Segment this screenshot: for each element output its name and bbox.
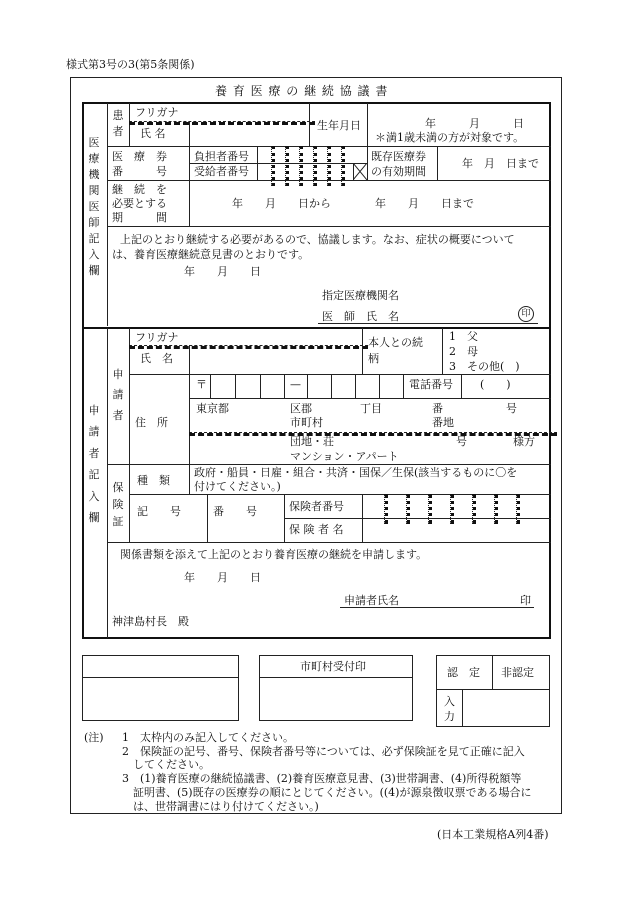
mayor-addressee: 神津島村長 殿 [112,615,189,628]
insurance-kind-text-2: 付けてください。) [194,480,281,493]
period-label-2: 必要とする [112,197,167,210]
notes-heading: (注) [84,731,104,744]
approve-label: 認 定 [447,666,480,679]
existing-ticket-label-1: 既存医療券 [371,150,426,163]
insurance-kind-label: 種 類 [137,474,170,487]
disapprove-label: 非認定 [501,666,534,679]
note-3b: 証明書、(5)既存の医療券の順にとじてください。((4)が源泉徴収票である場合に [133,786,532,799]
insurance-label: 保険証 [112,481,124,529]
form-number: 様式第3号の3(第5条関係) [66,58,195,71]
note-1: 1 太枠内のみ記入してください。 [122,731,294,744]
note-2b: してください。 [133,758,210,771]
phone-value: ( ) [480,378,511,391]
phone-label: 電話番号 [409,378,453,391]
doctor-section-side-label: 医療機関医師記入欄 [88,136,100,277]
applicant-section-side-label: 申請者記入欄 [88,404,100,525]
period-from: 年 月 日から [232,197,331,210]
crossed-cell-icon [353,163,367,180]
relation-option-father: 1 父 [449,330,478,343]
note-3a: 3 (1)養育医療の継続協議書、(2)養育医療意見書、(3)世帯調書、(4)所得税額等 [122,772,522,785]
address-banchi: 番地 [432,416,454,429]
existing-ticket-until: 年 月 日まで [462,157,539,170]
address-samakata: 様方 [513,435,535,448]
applicant-name-label: 氏 名 [140,352,173,365]
note-2a: 2 保険証の記号、番号、保険者番号等については、必ず保険証を見て正確に記入 [122,745,525,758]
recipient-number-label: 受給者番号 [194,165,249,178]
existing-ticket-label-2: の有効期間 [371,165,426,178]
address-chome: 丁目 [360,402,382,415]
patient-label: 患者 [112,109,124,138]
address-ward: 区郡 [290,402,312,415]
address-city: 市町村 [290,416,323,429]
input-label-1: 入 [444,695,455,708]
doctor-statement-1: 上記のとおり継続する必要があるので、協議します。なお、症状の概要について [120,233,515,246]
postal-mark: 〒 [196,378,207,391]
address-go-2: 号 [456,435,467,448]
relation-label-2: 柄 [368,352,379,365]
insurance-number-label: 番 号 [213,505,257,518]
relation-label-1: 本人との続 [368,336,423,349]
doctor-seal-mark: 印 [518,306,534,322]
institution-label: 指定医療機関名 [322,289,399,302]
relation-option-mother: 2 母 [449,345,478,358]
period-to: 年 月 日まで [375,197,474,210]
insurer-name-label: 保 険 者 名 [289,523,344,536]
address-mansion: マンション・アパート [290,450,399,463]
insurance-symbol-label: 記 号 [137,505,181,518]
address-prefecture: 東京都 [196,402,229,415]
ticket-label-2: 番 号 [112,165,167,178]
address-go: 号 [506,402,517,415]
insurer-number-label: 保険者番号 [289,500,344,513]
address-ban: 番 [432,402,443,415]
office-box-left [82,655,239,721]
payer-number-label: 負担者番号 [194,150,249,163]
page-title: 養 育 医 療 の 継 続 協 議 書 [215,84,389,98]
input-label-2: 力 [444,710,455,723]
dob-date: 年 月 日 [425,117,524,130]
receipt-stamp-label: 市町村受付印 [300,660,366,673]
doctor-date: 年 月 日 [184,265,261,278]
period-label-3: 期 間 [112,211,167,224]
patient-name-label: 氏 名 [140,127,166,140]
dob-label: 生年月日 [317,119,361,132]
application-date: 年 月 日 [184,571,261,584]
address-danchi: 団地・荘 [290,435,334,448]
doctor-statement-2: は、養育医療継続意見書のとおりです。 [112,248,310,261]
ticket-label-1: 医 療 券 [112,150,167,163]
insurance-kind-text-1: 政府・船員・日雇・組合・共済・国保／生保(該当するものに〇を [194,466,518,479]
doctor-name-label: 医 師 氏 名 [322,310,399,323]
applicant-signature-label: 申請者氏名 [344,594,399,607]
paper-standard: (日本工業規格A列4番) [437,828,549,841]
applicant-group-label: 申請者 [112,368,124,422]
relation-option-other: 3 その他( ) [449,360,520,373]
applicant-seal-mark: 印 [520,594,531,607]
application-statement: 関係書類を添えて上記のとおり養育医療の継続を申請します。 [120,548,428,561]
furigana-label: フリガナ [135,106,179,119]
period-label-1: 継 続 を [112,183,167,196]
postal-dash: — [290,378,301,391]
dob-note: ＊満1歳未満の方が対象です。 [375,131,525,144]
address-label: 住 所 [135,416,168,429]
applicant-furigana-label: フリガナ [135,331,179,344]
note-3c: は、世帯調書にはり付けてください。) [133,800,319,813]
